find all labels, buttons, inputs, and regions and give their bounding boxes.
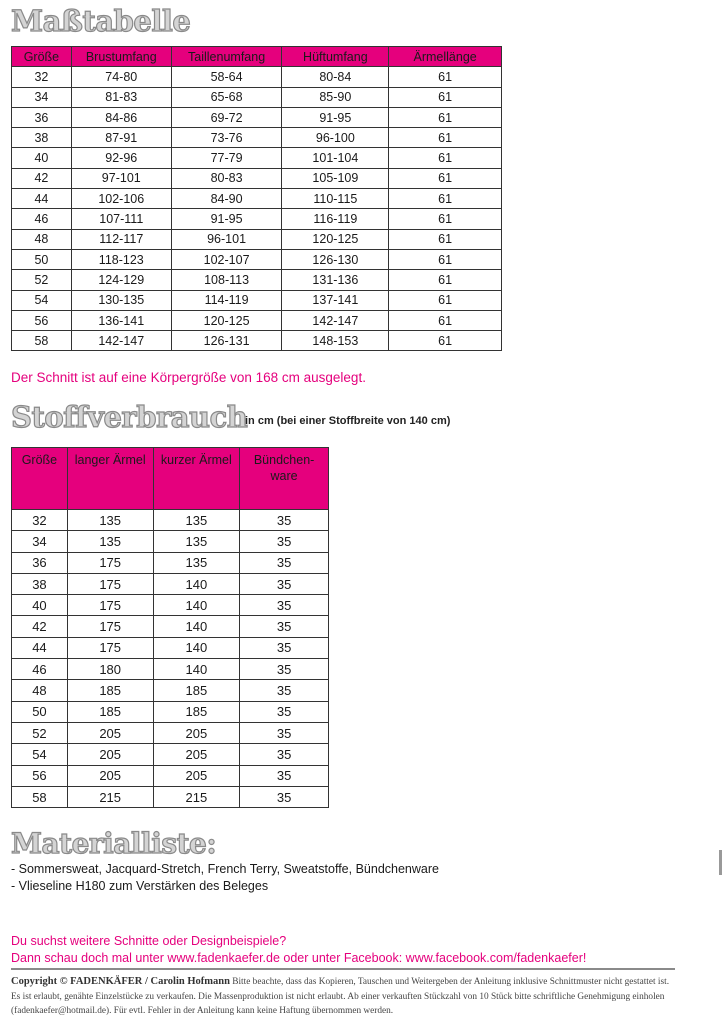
size-table-cell: 40: [12, 148, 72, 168]
size-table-cell: 58: [12, 331, 72, 351]
fabric-table-cell: 35: [240, 786, 329, 807]
size-table-cell: 61: [389, 310, 502, 330]
fabric-table-cell: 205: [153, 765, 240, 786]
copyright-text: Bitte beachte, dass das Kopieren, Tauschen und Weitergeben der Anleitung inklusive Schnittmuster nicht gestattet ist. Es ist erlaubt, genähte Einzelstücke zu verkaufen. Die Massenproduktion ist nicht erlaubt. Ab einer verkauften Stückzahl von 10 Stück bitte schriftliche Genehmigung einholen (fadenkaefer@hotmail.de). Für evtl. Fehler in der Anleitung kann keine Haftung übernommen werden.: [11, 977, 670, 1016]
material-list: [11, 861, 439, 895]
size-table-cell: 126-131: [171, 331, 282, 351]
fabric-table-cell: 58: [12, 786, 68, 807]
size-table-cell: 61: [389, 270, 502, 290]
size-table-cell: 116-119: [282, 209, 389, 229]
size-table-cell: 61: [389, 148, 502, 168]
size-table-cell: 105-109: [282, 168, 389, 188]
fabric-table-row: [12, 531, 329, 552]
fabric-table-row: [12, 722, 329, 743]
size-table-cell: 77-79: [171, 148, 282, 168]
fabric-table-cell: 175: [67, 573, 153, 594]
fabric-table-cell: 140: [153, 616, 240, 637]
size-table-cell: 46: [12, 209, 72, 229]
size-table-cell: 50: [12, 249, 72, 269]
mass-table-heading: Maßtabelle: [11, 4, 191, 38]
size-table-cell: 56: [12, 310, 72, 330]
fabric-table-row: [12, 595, 329, 616]
fabric-table-cell: 56: [12, 765, 68, 786]
size-table-cell: 112-117: [71, 229, 171, 249]
size-table-cell: 80-83: [171, 168, 282, 188]
size-table-cell: 80-84: [282, 67, 389, 87]
fabric-table-cell: 175: [67, 595, 153, 616]
fabric-table-row: [12, 637, 329, 658]
size-table-cell: 142-147: [71, 331, 171, 351]
size-table-header-cell: Brustumfang: [71, 47, 171, 67]
fabric-table-row: [12, 573, 329, 594]
fabric-table-cell: 135: [67, 531, 153, 552]
fabric-table-row: [12, 701, 329, 722]
size-table-row: [12, 270, 502, 290]
size-table-cell: 42: [12, 168, 72, 188]
fabric-table-cell: 205: [67, 765, 153, 786]
size-table-cell: 32: [12, 67, 72, 87]
size-table-cell: 91-95: [171, 209, 282, 229]
size-table-cell: 65-68: [171, 87, 282, 107]
body-height-note: Der Schnitt ist auf eine Körpergröße von 168 cm ausgelegt.: [11, 370, 366, 385]
fabric-table-cell: 35: [240, 744, 329, 765]
material-item: - Sommersweat, Jacquard-Stretch, French Terry, Sweatstoffe, Bündchenware: [11, 862, 439, 876]
size-table-cell: 61: [389, 249, 502, 269]
fabric-table-cell: 50: [12, 701, 68, 722]
size-table-row: [12, 249, 502, 269]
fabric-table-cell: 205: [67, 722, 153, 743]
fabric-table-header-row: [12, 448, 329, 510]
fabric-table-cell: 52: [12, 722, 68, 743]
size-table-cell: 61: [389, 107, 502, 127]
size-table-cell: 61: [389, 189, 502, 209]
size-table-row: [12, 128, 502, 148]
fabric-table-cell: 180: [67, 659, 153, 680]
size-table-cell: 36: [12, 107, 72, 127]
size-table-cell: 61: [389, 128, 502, 148]
size-table-cell: 92-96: [71, 148, 171, 168]
fabric-table-cell: 215: [153, 786, 240, 807]
size-table-cell: 61: [389, 229, 502, 249]
fabric-table-cell: 140: [153, 573, 240, 594]
fabric-table-cell: 175: [67, 637, 153, 658]
size-table-cell: 84-86: [71, 107, 171, 127]
size-table-cell: 87-91: [71, 128, 171, 148]
fabric-table-cell: 35: [240, 722, 329, 743]
fabric-table-cell: 46: [12, 659, 68, 680]
size-table-row: [12, 290, 502, 310]
fabric-table-cell: 44: [12, 637, 68, 658]
fabric-table-cell: 135: [153, 531, 240, 552]
size-table-cell: 120-125: [282, 229, 389, 249]
fabric-table-cell: 35: [240, 510, 329, 531]
size-table-cell: 61: [389, 87, 502, 107]
size-table-row: [12, 67, 502, 87]
size-table-cell: 120-125: [171, 310, 282, 330]
fabric-table-header-cell: langer Ärmel: [67, 448, 153, 510]
fabric-table-cell: 35: [240, 616, 329, 637]
size-table-cell: 34: [12, 87, 72, 107]
size-table-row: [12, 209, 502, 229]
fabric-table-row: [12, 510, 329, 531]
size-table-cell: 48: [12, 229, 72, 249]
size-table-cell: 130-135: [71, 290, 171, 310]
size-table-header-cell: Taillenumfang: [171, 47, 282, 67]
fabric-table-cell: 205: [67, 744, 153, 765]
size-table-cell: 118-123: [71, 249, 171, 269]
size-table-cell: 107-111: [71, 209, 171, 229]
size-table-header-cell: Hüftumfang: [282, 47, 389, 67]
fabric-table-cell: 35: [240, 531, 329, 552]
fabric-table-cell: 185: [153, 680, 240, 701]
size-table-cell: 102-106: [71, 189, 171, 209]
fabric-table-cell: 140: [153, 659, 240, 680]
size-table-cell: 38: [12, 128, 72, 148]
size-table-cell: 61: [389, 209, 502, 229]
size-table-cell: 148-153: [282, 331, 389, 351]
size-table-cell: 142-147: [282, 310, 389, 330]
fabric-table-header-cell: Größe: [12, 448, 68, 510]
fabric-table-cell: 35: [240, 765, 329, 786]
fabric-table-cell: 48: [12, 680, 68, 701]
fabric-table-header-cell: kurzer Ärmel: [153, 448, 240, 510]
size-table-cell: 61: [389, 290, 502, 310]
size-table-cell: 84-90: [171, 189, 282, 209]
size-table-cell: 126-130: [282, 249, 389, 269]
links-question: Du suchst weitere Schnitte oder Designbeispiele?: [11, 934, 287, 948]
size-table-cell: 96-101: [171, 229, 282, 249]
size-table-row: [12, 87, 502, 107]
material-item: - Vlieseline H180 zum Verstärken des Beleges: [11, 879, 269, 893]
fabric-table-row: [12, 744, 329, 765]
fabric-table-cell: 135: [153, 552, 240, 573]
size-table-cell: 81-83: [71, 87, 171, 107]
fabric-table-body: [12, 510, 329, 808]
fabric-table-row: [12, 786, 329, 807]
size-table-row: [12, 310, 502, 330]
fabric-table-cell: 36: [12, 552, 68, 573]
size-table-cell: 74-80: [71, 67, 171, 87]
fabric-table-header-cell: Bündchen- ware: [240, 448, 329, 510]
fabric-usage-subheading: in cm (bei einer Stoffbreite von 140 cm): [245, 415, 451, 427]
fabric-table-cell: 185: [67, 680, 153, 701]
fabric-table-row: [12, 765, 329, 786]
size-table-cell: 69-72: [171, 107, 282, 127]
size-table-cell: 136-141: [71, 310, 171, 330]
size-table-row: [12, 168, 502, 188]
fabric-table-cell: 185: [153, 701, 240, 722]
copyright-title: Copyright © FADENKÄFER / Carolin Hofmann: [11, 976, 230, 987]
fabric-table-row: [12, 659, 329, 680]
fabric-table-cell: 35: [240, 701, 329, 722]
fabric-table-cell: 140: [153, 595, 240, 616]
size-table-cell: 58-64: [171, 67, 282, 87]
size-table-cell: 131-136: [282, 270, 389, 290]
fabric-table-cell: 35: [240, 552, 329, 573]
fabric-table-cell: 135: [153, 510, 240, 531]
fabric-table-cell: 35: [240, 680, 329, 701]
size-table-header-row: [12, 47, 502, 67]
size-table-cell: 96-100: [282, 128, 389, 148]
fabric-table: [11, 447, 329, 808]
size-table-cell: 108-113: [171, 270, 282, 290]
size-table-cell: 137-141: [282, 290, 389, 310]
fabric-table-cell: 205: [153, 744, 240, 765]
material-list-heading: Materialliste:: [11, 827, 217, 860]
size-table-row: [12, 331, 502, 351]
fabric-table-cell: 185: [67, 701, 153, 722]
fabric-table-cell: 42: [12, 616, 68, 637]
size-table-cell: 124-129: [71, 270, 171, 290]
size-table-cell: 52: [12, 270, 72, 290]
size-table-row: [12, 189, 502, 209]
fabric-table-cell: 35: [240, 637, 329, 658]
fabric-table-row: [12, 616, 329, 637]
size-table-cell: 101-104: [282, 148, 389, 168]
fabric-table-cell: 140: [153, 637, 240, 658]
fabric-table-row: [12, 552, 329, 573]
size-table-row: [12, 107, 502, 127]
fabric-table-cell: 175: [67, 616, 153, 637]
fabric-usage-heading: Stoffverbrauch: [11, 400, 248, 434]
footer-divider: [11, 968, 675, 970]
size-table-row: [12, 148, 502, 168]
fabric-table-cell: 35: [240, 595, 329, 616]
links-block: [11, 933, 586, 967]
fabric-table-cell: 135: [67, 510, 153, 531]
copyright-notice: [11, 975, 677, 1019]
size-table-cell: 110-115: [282, 189, 389, 209]
size-table-cell: 44: [12, 189, 72, 209]
size-table-header-cell: Ärmellänge: [389, 47, 502, 67]
size-table: [11, 46, 502, 351]
size-table-cell: 91-95: [282, 107, 389, 127]
fabric-table-cell: 205: [153, 722, 240, 743]
size-table-header-cell: Größe: [12, 47, 72, 67]
fabric-table-cell: 38: [12, 573, 68, 594]
fabric-table-cell: 35: [240, 659, 329, 680]
fabric-table-cell: 35: [240, 573, 329, 594]
size-table-row: [12, 229, 502, 249]
size-table-cell: 85-90: [282, 87, 389, 107]
fabric-table-cell: 54: [12, 744, 68, 765]
size-table-cell: 61: [389, 168, 502, 188]
fabric-table-cell: 175: [67, 552, 153, 573]
fabric-table-cell: 34: [12, 531, 68, 552]
fabric-table-cell: 32: [12, 510, 68, 531]
size-table-cell: 97-101: [71, 168, 171, 188]
size-table-cell: 114-119: [171, 290, 282, 310]
fabric-table-row: [12, 680, 329, 701]
size-table-cell: 102-107: [171, 249, 282, 269]
fabric-table-cell: 40: [12, 595, 68, 616]
links-line[interactable]: Dann schau doch mal unter www.fadenkaefer.de oder unter Facebook: www.facebook.com/fadenkaefer!: [11, 951, 587, 965]
size-table-cell: 54: [12, 290, 72, 310]
size-table-cell: 73-76: [171, 128, 282, 148]
size-table-cell: 61: [389, 67, 502, 87]
size-table-body: [12, 67, 502, 351]
fabric-table-cell: 215: [67, 786, 153, 807]
size-table-cell: 61: [389, 331, 502, 351]
